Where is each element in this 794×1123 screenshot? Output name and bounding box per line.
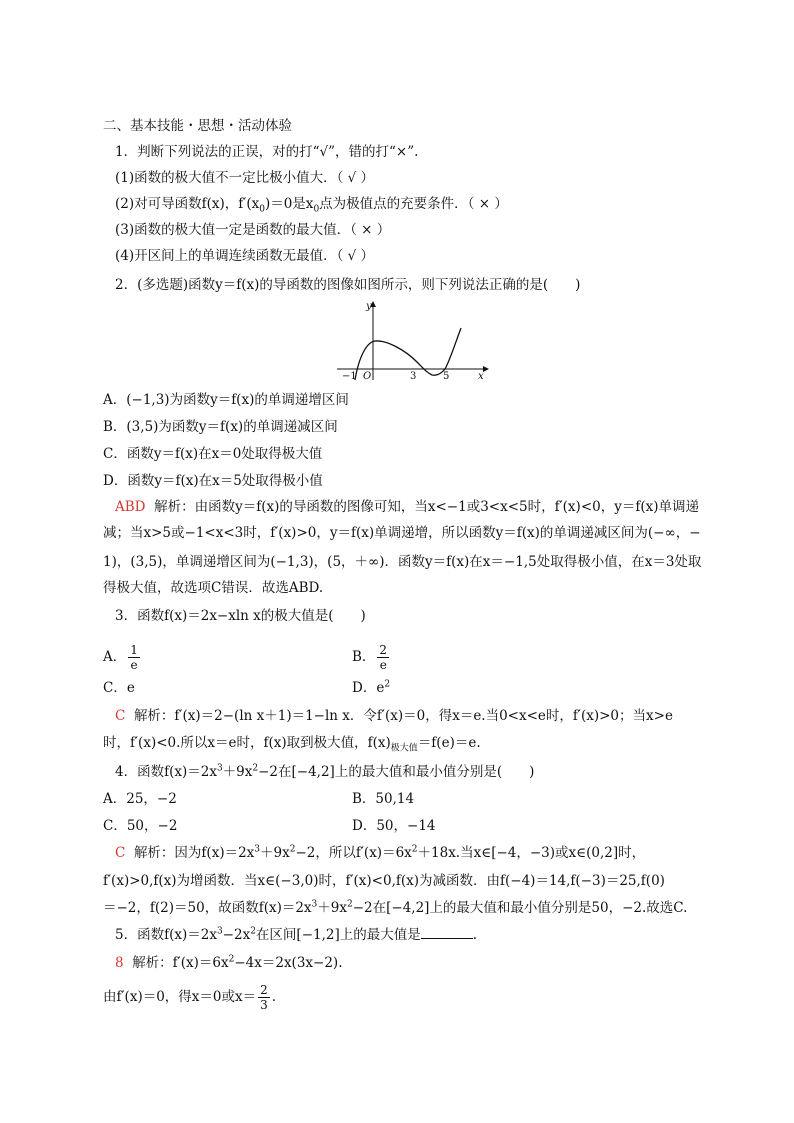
denominator: 3 [260,998,268,1012]
stem-text: 4．函数f(x)＝2x [115,764,217,780]
superscript: 3 [254,844,261,855]
q2-option-c: C．函数y＝f(x)在x＝0处取得极大值 [103,446,323,462]
numerator: 1 [130,643,138,657]
answer-blank [421,926,473,939]
analysis-text: −2在[−4,2]上的最大值和最小值分别是50，−2.故选C. [352,900,688,916]
fraction [258,983,270,1012]
stem-text: −2x [222,927,251,943]
q1-item-2-mark: （ × ） [467,196,508,212]
analysis-text: ＋9x [260,845,290,861]
q1-item-4 [115,246,374,266]
answer-label: C [115,845,126,861]
superscript: 2 [411,844,418,855]
stem-text: . [472,927,478,943]
superscript: 2 [228,954,235,965]
q2-option-b: B．(3,5)为函数y＝f(x)的单调递减区间 [103,419,338,435]
subscript: 极大值 [390,743,418,754]
tick-label: 5 [443,371,450,382]
q1-item-2-text-b: )＝0是x [264,196,314,212]
q2-analysis-3: 1)，(3,5)，单调递增区间为(−1,3)，(5，＋∞)．函数y＝f(x)在x＝−1,5处取得极小值，在x＝3处取 [103,554,702,570]
q1-item-4-text: (4)开区间上的单调连续函数无最值． [115,248,337,264]
superscript: 2 [250,926,256,937]
analysis-text: 解析：f′(x)＝2−(ln x＋1)＝1−ln x．令f′(x)＝0，得x＝e.当0<x<e时，f′(x)>0；当x>e [133,708,673,724]
q5-analysis-2 [103,983,276,1012]
q1-stem: 1．判断下列说法的正误，对的打“√”，错的打“×”. [115,144,419,160]
q2-option-d: D．函数y＝f(x)在x＝5处取得极小值 [103,473,323,489]
analysis-text: 解析：由函数y＝f(x)的导函数的图像可知，当x<−1或3<x<5时，f′(x)<0，y＝f(x)单调递 [154,499,699,515]
q5-analysis-1 [115,953,343,973]
stem-text: ＋9x [222,764,253,780]
derivative-graph [333,298,493,382]
q1-item-3-text: (3)函数的极大值一定是函数的最大值． [115,222,351,238]
q1-item-1-mark: （ √ ） [336,170,375,186]
superscript: 2 [346,899,353,910]
analysis-text: ＋18x.当x∈[−4，−3)或x∈(0,2]时， [417,845,646,861]
q1-item-3-mark: （ × ） [350,222,391,238]
tick-label: 3 [410,371,417,382]
analysis-text: ＝−2，f(2)＝50，故函数f(x)＝2x [103,900,312,916]
q2-analysis-4: 得极大值，故选项C错误．故选ABD. [103,580,324,596]
superscript: 2 [252,763,259,774]
q3-analysis-1 [115,706,673,726]
q3-option-d [352,678,390,698]
y-axis-label: y [366,301,372,312]
subscript: 0 [259,204,265,215]
q1-item-4-mark: （ √ ） [336,248,375,264]
q1-item-2-text-c: 点为极值点的充要条件． [319,196,468,212]
q2-analysis-1 [115,497,699,517]
x-axis-arrow [483,366,489,372]
tick-label: −1 [342,371,357,382]
fraction [128,643,140,672]
analysis-text: ＋9x [317,900,347,916]
q3-option-c: C．e [103,680,135,696]
answer-label: 8 [115,955,124,971]
analysis-text: −4x＝2x(3x−2). [234,955,343,971]
analysis-text: . [271,989,277,1005]
q1-item-3 [115,220,390,240]
analysis-text: 由f′(x)＝0，得x＝0或x＝ [103,989,257,1005]
superscript: 2 [289,844,296,855]
q4-option-d: D．50，−14 [352,818,436,834]
analysis-text: 解析：f′(x)＝6x [132,955,229,971]
q3-stem: 3．函数f(x)＝2x−xln x的极大值是( ) [115,608,366,624]
q5-stem [115,925,477,945]
denominator: e [379,658,387,672]
q1-item-1-text: (1)函数的极大值不一定比极小值大． [115,170,337,186]
option-label: D．e [352,680,385,696]
analysis-text: 时，f′(x)<0.所以x＝e时，f(x)取到极大值，f(x) [103,735,391,751]
q4-option-c: C．50，−2 [103,818,178,834]
stem-text: −2在[−4,2]上的最大值和最小值分别是( ) [258,764,535,780]
x-axis-label: x [478,371,484,382]
q3-analysis-2 [103,733,481,753]
stem-text: 5．函数f(x)＝2x [115,927,217,943]
option-label: B． [352,649,376,665]
q3-option-a [103,643,142,672]
analysis-text: ＝f(e)＝e. [417,735,481,751]
q4-stem [115,762,534,782]
superscript: 3 [216,763,223,774]
superscript: 3 [311,899,318,910]
q2-option-a: A．(−1,3)为函数y＝f(x)的单调递增区间 [103,392,349,408]
q4-analysis-1 [115,843,645,863]
q2-analysis-2: 减；当x>5或−1<x<3时，f′(x)>0，y＝f(x)单调递增，所以函数y＝f(x)的单调递减区间为(−∞，− [103,525,701,541]
q1-item-1 [115,168,374,188]
q4-option-a: A．25，−2 [103,791,177,807]
option-label: A． [103,649,127,665]
numerator: 2 [379,643,388,657]
q4-analysis-3 [103,898,687,918]
q1-item-2-text-a: (2)对可导函数f(x)，f′(x [115,196,260,212]
numerator: 2 [260,983,268,997]
subscript: 0 [313,204,320,215]
answer-label: ABD [115,499,146,515]
fraction [377,643,389,672]
q4-option-b: B．50,14 [352,791,415,807]
analysis-text: 解析：因为f(x)＝2x [133,845,255,861]
q4-analysis-2: f′(x)>0,f(x)为增函数．当x∈(−3,0)时，f′(x)<0,f(x)为减函数．由f(−4)＝14,f(−3)＝25,f(0) [103,873,665,889]
stem-text: 在区间[−1,2]上的最大值是 [255,927,421,943]
superscript: 2 [384,679,391,690]
q1-item-2 [115,194,508,214]
origin-label: O [363,371,372,382]
section-title: 二、基本技能・思想・活动体验 [103,118,292,134]
answer-label: C [115,708,126,724]
superscript: 3 [216,926,223,937]
q2-stem: 2．(多选题)函数y＝f(x)的导函数的图像如图所示，则下列说法正确的是( ) [115,277,581,293]
q3-option-b [352,643,391,672]
analysis-text: −2，所以f′(x)＝6x [295,845,412,861]
denominator: e [130,658,138,672]
